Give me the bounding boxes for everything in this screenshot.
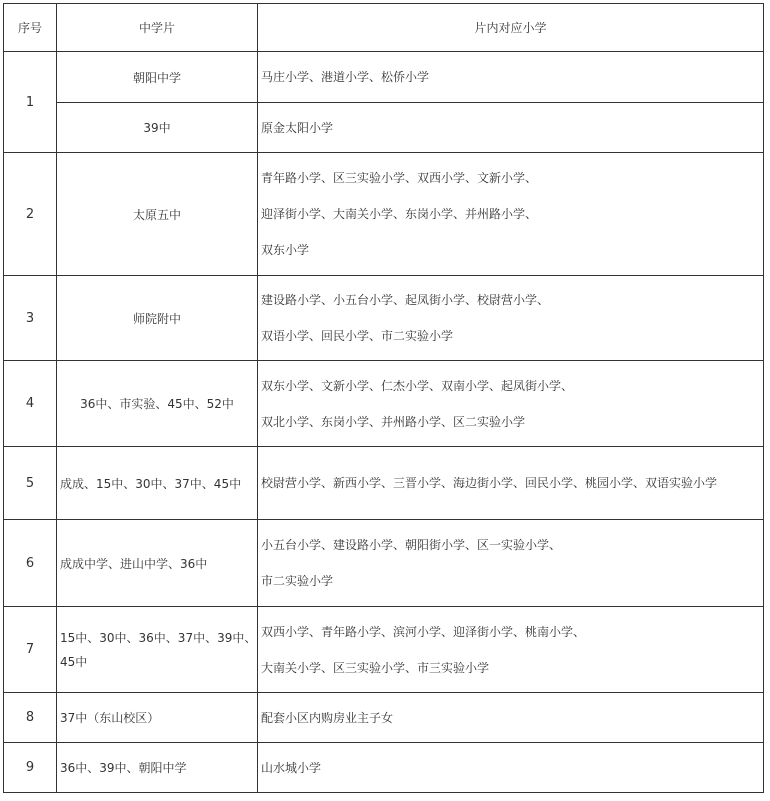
primary-schools-cell — [258, 276, 764, 361]
table-row — [4, 52, 764, 103]
middle-school-cell: 37中（东山校区） — [57, 693, 258, 743]
primary-schools-cell — [258, 103, 764, 153]
row-number: 6 — [4, 520, 57, 607]
primary-line: 双北小学、东岗小学、并州路小学、区二实验小学 — [261, 414, 526, 429]
primary-schools-cell — [258, 447, 764, 520]
primary-line: 迎泽街小学、大南关小学、东岗小学、并州路小学、 — [261, 207, 538, 221]
primary-line: 小五台小学、建设路小学、朝阳街小学、区一实验小学、 — [261, 538, 562, 552]
middle-school-cell: 成成中学、进山中学、36中 — [57, 520, 258, 607]
table-row — [4, 103, 764, 153]
table-row — [4, 520, 764, 607]
middle-school-cell: 师院附中 — [57, 276, 258, 361]
primary-schools-cell — [258, 52, 764, 103]
row-number: 4 — [4, 361, 57, 447]
table-row — [4, 447, 764, 520]
row-number: 3 — [4, 276, 57, 361]
primary-schools-cell — [258, 607, 764, 693]
primary-line: 双东小学、文新小学、仁杰小学、双南小学、起凤街小学、 — [261, 378, 574, 393]
primary-line: 双东小学 — [261, 243, 310, 257]
table-row — [4, 153, 764, 276]
row-number: 5 — [4, 447, 57, 520]
primary-line: 市二实验小学 — [261, 574, 334, 588]
table-row — [4, 361, 764, 447]
primary-schools-cell — [258, 693, 764, 743]
primary-line: 双西小学、青年路小学、滨河小学、迎泽街小学、桃南小学、 — [261, 624, 586, 639]
primary-line: 建设路小学、小五台小学、起凤街小学、校尉营小学、 — [261, 293, 550, 307]
row-number: 9 — [4, 743, 57, 793]
middle-school-cell: 36中、39中、朝阳中学 — [57, 743, 258, 793]
middle-school-cell: 36中、市实验、45中、52中 — [57, 361, 258, 447]
primary-schools-cell — [258, 153, 764, 276]
table-row — [4, 276, 764, 361]
primary-schools-cell — [258, 520, 764, 607]
middle-school-cell: 成成、15中、30中、37中、45中 — [57, 447, 258, 520]
school-district-table — [3, 3, 764, 793]
primary-line: 大南关小学、区三实验小学、市三实验小学 — [261, 660, 490, 675]
middle-school-cell: 朝阳中学 — [57, 52, 258, 103]
row-number: 7 — [4, 607, 57, 693]
primary-schools-cell — [258, 361, 764, 447]
table-row — [4, 607, 764, 693]
row-number: 8 — [4, 693, 57, 743]
primary-line: 马庄小学、港道小学、松侨小学 — [261, 70, 430, 84]
primary-line: 原金太阳小学 — [261, 120, 334, 135]
middle-school-cell — [57, 607, 258, 693]
table-row — [4, 743, 764, 793]
header-row — [4, 4, 764, 52]
middle-school-text: 15中、30中、36中、37中、39中、45中 — [60, 630, 257, 669]
primary-schools-cell — [258, 743, 764, 793]
primary-line: 配套小区内购房业主子女 — [261, 710, 394, 725]
row-number: 2 — [4, 153, 57, 276]
primary-line: 双语小学、回民小学、市二实验小学 — [261, 329, 454, 343]
header-index: 序号 — [4, 4, 57, 52]
middle-school-cell: 39中 — [57, 103, 258, 153]
header-middle-school: 中学片 — [57, 4, 258, 52]
row-number: 1 — [4, 52, 57, 153]
primary-line: 青年路小学、区三实验小学、双西小学、文新小学、 — [261, 171, 538, 185]
primary-line: 山水城小学 — [261, 760, 322, 775]
table-row — [4, 693, 764, 743]
middle-school-cell: 太原五中 — [57, 153, 258, 276]
primary-line: 校尉营小学、新西小学、三晋小学、海边街小学、回民小学、桃园小学、双语实验小学 — [261, 475, 718, 490]
header-primary-schools: 片内对应小学 — [258, 4, 764, 52]
